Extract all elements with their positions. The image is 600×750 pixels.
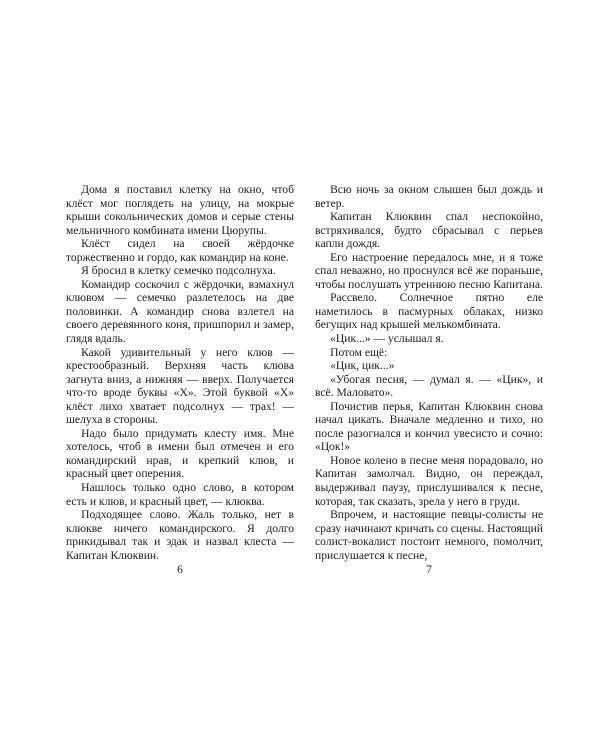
paragraph: Дома я поставил клетку на окно, чтоб клёст мог поглядеть на улицу, на мокрые крыши сокольнических домов и серые стены мельничного комбината имени Цюрупы. <box>66 183 294 237</box>
paragraph: Подходящее слово. Жаль только, нет в клюкве ничего командирского. Я долго прикидывал так и эдак и назвал клеста — Капитан Клюквин. <box>66 508 294 562</box>
paragraph: Капитан Клюквин спал неспокойно, встряхивался, будто сбрасывал с перьев капли дождя. <box>315 210 543 251</box>
paragraph: Впрочем, и настоящие певцы-солисты не сразу начинают кричать со сцены. Настоящий солист-вокалист постоит немного, помолчит, прислушается к песне, <box>315 508 543 562</box>
paragraph: «Цик...» — услышал я. <box>330 332 444 346</box>
paragraph: Почистив перья, Капитан Клюквин снова начал цикать. Вначале медленно и тихо, но после разогнался и кончил увесисто и сочно: «Цок!» <box>315 399 543 454</box>
paragraph: «Цик, цик...» <box>330 359 395 373</box>
right-page-text <box>315 183 543 562</box>
paragraph: Потом ещё: <box>330 345 388 359</box>
paragraph: Клёст сидел на своей жёрдочке торжественно и гордо, как командир на коне. <box>66 237 294 264</box>
paragraph: Его настроение передалось мне, и я тоже спал неважно, но проснулся всё же пораньше, чтобы послушать утреннюю песню Капитана. <box>315 250 543 291</box>
paragraph: Какой удивительный у него клюв — крестообразный. Верхняя часть клюва загнута вниз, а нижняя — вверх. Получается что-то вроде буквы «Х». Этой буквой «Х» клёст лихо хватает подсолнух — трах! — шелуха в стороны. <box>66 345 294 427</box>
left-page-text <box>66 183 294 562</box>
paragraph: Нашлось только одно слово, в котором есть и клюв, и красный цвет, — клюква. <box>66 481 294 508</box>
paragraph: Всю ночь за окном слышен был дождь и ветер. <box>315 183 543 210</box>
page-number-right: 7 <box>426 563 432 576</box>
paragraph: «Убогая песня, — думал я. — «Цик», и всё. Маловато». <box>315 372 543 400</box>
page-number-left: 6 <box>177 563 183 576</box>
paragraph: Надо было придумать клесту имя. Мне хотелось, чтоб в имени был отмечен и его командирский нрав, и крепкий клюв, и красный цвет оперения. <box>66 426 294 481</box>
paragraph: Я бросил в клетку семечко подсолнуха. <box>81 264 276 278</box>
paragraph: Рассвело. Солнечное пятно еле наметилось в пасмурных облаках, низко бегущих над крышей мелькомбината. <box>315 291 543 332</box>
paragraph: Новое колено в песне меня порадовало, но Капитан замолчал. Видно, он переждал, выдерживал паузу, прислушивался к песне, которая, так сказать, зрела у него в груди. <box>315 453 543 508</box>
paragraph: Командир соскочил с жёрдочки, взмахнул клювом — семечко разлетелось на две половинки. А командир снова взлетел на своего деревянного коня, пришпорил и замер, глядя вдаль. <box>66 277 294 346</box>
